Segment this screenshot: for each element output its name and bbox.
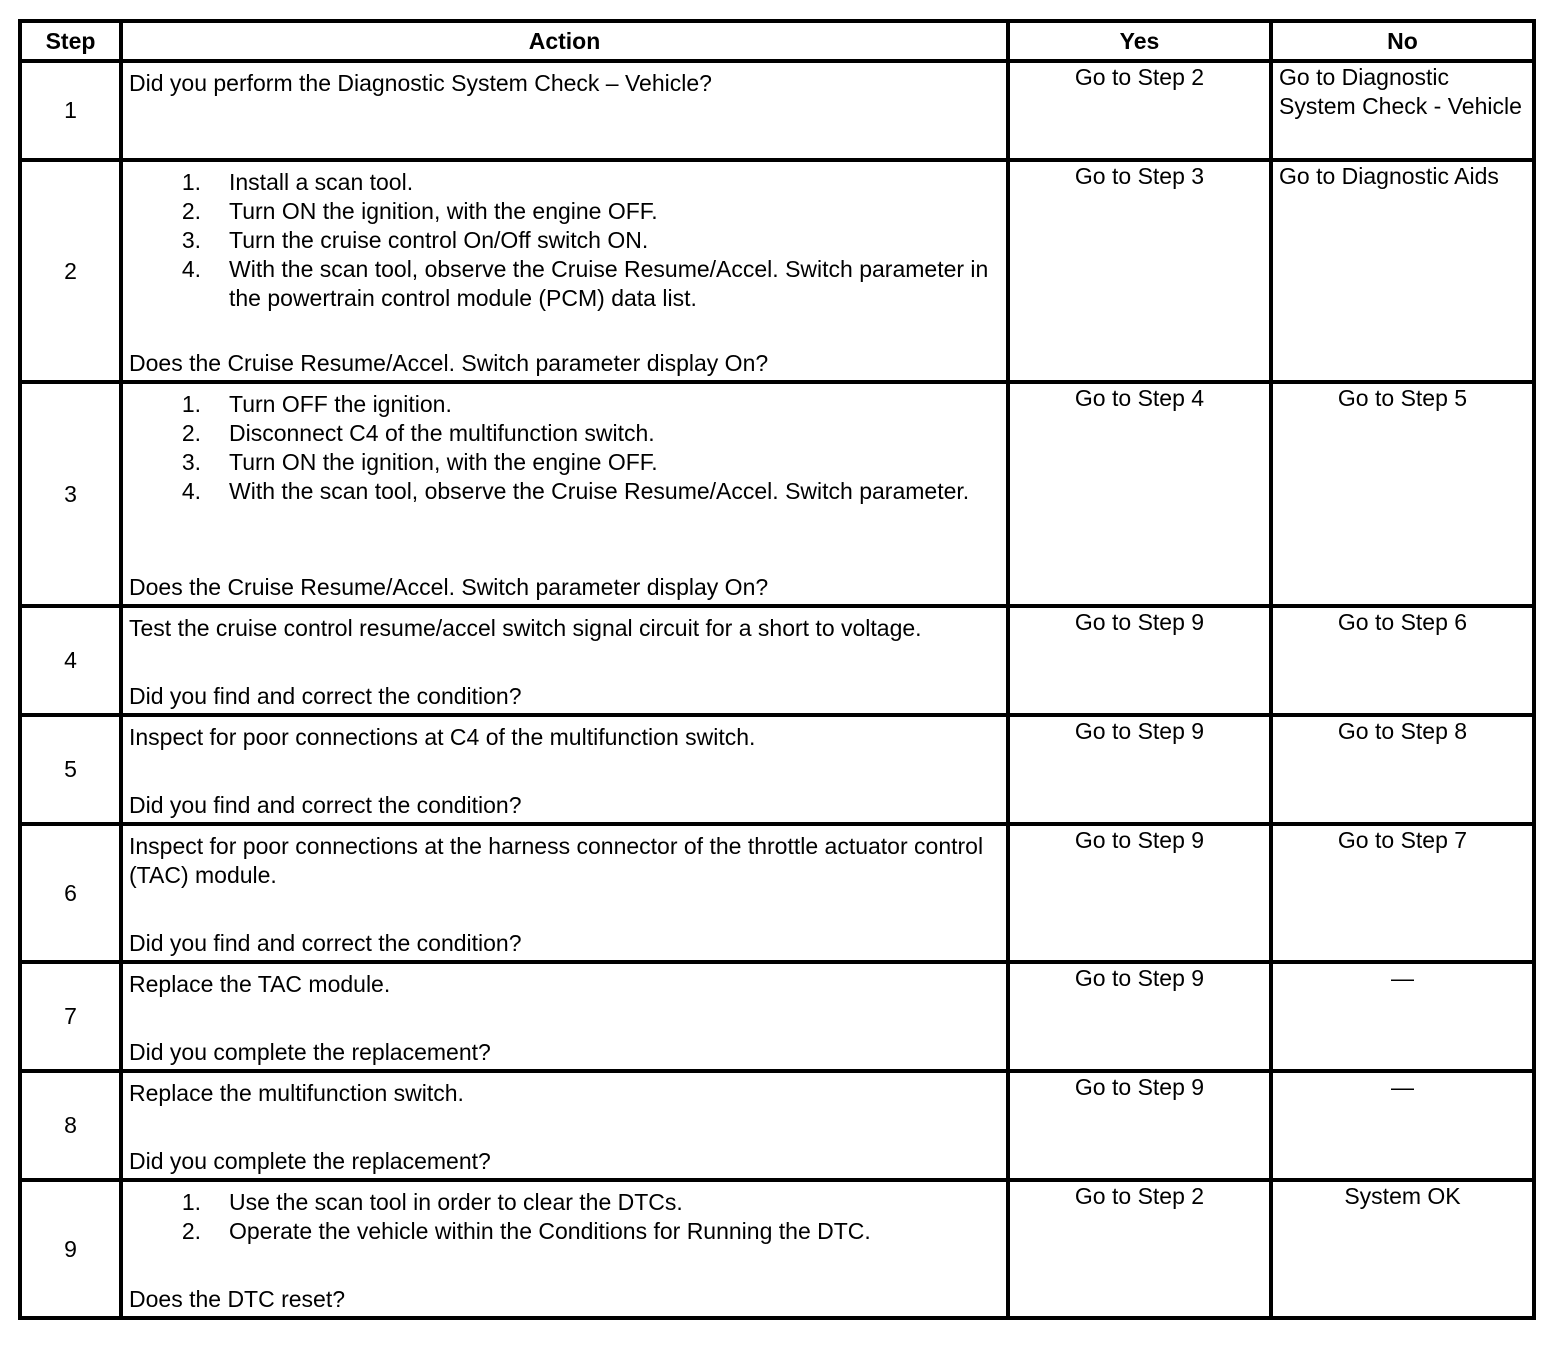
- action-cell: [121, 61, 1008, 160]
- no-cell: Go to Step 6: [1271, 606, 1534, 715]
- action-question: Did you complete the replacement?: [129, 1148, 491, 1174]
- action-question: Did you find and correct the condition?: [129, 683, 522, 709]
- list-item: 1. Turn OFF the ignition.: [181, 391, 452, 417]
- table-row: [20, 824, 1534, 962]
- yes-cell: Go to Step 4: [1008, 382, 1271, 606]
- yes-cell: Go to Step 9: [1008, 715, 1271, 824]
- table-row: [20, 1071, 1534, 1180]
- list-item: 2. Operate the vehicle within the Conditions for Running the DTC.: [181, 1218, 871, 1244]
- yes-cell: Go to Step 9: [1008, 606, 1271, 715]
- no-cell: —: [1271, 962, 1534, 1071]
- diagnostic-table: [18, 19, 1536, 1320]
- step-number: 2: [20, 160, 121, 382]
- substep-list: [129, 1188, 1000, 1246]
- action-question: Does the DTC reset?: [129, 1286, 346, 1312]
- action-question: Did you complete the replacement?: [129, 1039, 491, 1065]
- table-row: [20, 382, 1534, 606]
- action-cell: [121, 962, 1008, 1071]
- yes-cell: Go to Step 3: [1008, 160, 1271, 382]
- list-item: 1. Use the scan tool in order to clear the DTCs.: [181, 1189, 683, 1215]
- yes-cell: Go to Step 2: [1008, 61, 1271, 160]
- action-cell: [121, 715, 1008, 824]
- header-step: Step: [20, 21, 121, 61]
- list-item: 2. Disconnect C4 of the multifunction switch.: [181, 420, 655, 446]
- list-item: 4. With the scan tool, observe the Cruise Resume/Accel. Switch parameter in the powertrain control module (PCM) data list.: [181, 256, 989, 311]
- yes-cell: Go to Step 9: [1008, 1071, 1271, 1180]
- step-number: 7: [20, 962, 121, 1071]
- action-cell: [121, 382, 1008, 606]
- no-cell: System OK: [1271, 1180, 1534, 1318]
- step-number: 8: [20, 1071, 121, 1180]
- header-action: Action: [121, 21, 1008, 61]
- list-item: 2. Turn ON the ignition, with the engine OFF.: [181, 198, 658, 224]
- no-cell: Go to Diagnostic Aids: [1271, 160, 1534, 382]
- no-cell: Go to Step 7: [1271, 824, 1534, 962]
- step-number: 9: [20, 1180, 121, 1318]
- action-text: Test the cruise control resume/accel switch signal circuit for a short to voltage.: [129, 615, 922, 641]
- list-item: 1. Install a scan tool.: [181, 169, 414, 195]
- table-row: [20, 61, 1534, 160]
- action-cell: [121, 1180, 1008, 1318]
- action-text: Inspect for poor connections at C4 of the multifunction switch.: [129, 724, 756, 750]
- action-text: Did you perform the Diagnostic System Check – Vehicle?: [129, 70, 712, 96]
- action-cell: [121, 160, 1008, 382]
- action-question: Does the Cruise Resume/Accel. Switch parameter display On?: [129, 350, 769, 376]
- no-cell: Go to Step 8: [1271, 715, 1534, 824]
- table-row: [20, 160, 1534, 382]
- yes-cell: Go to Step 2: [1008, 1180, 1271, 1318]
- no-cell: Go to Diagnostic System Check - Vehicle: [1271, 61, 1534, 160]
- list-item: 3. Turn ON the ignition, with the engine OFF.: [181, 449, 658, 475]
- action-question: Did you find and correct the condition?: [129, 792, 522, 818]
- yes-cell: Go to Step 9: [1008, 824, 1271, 962]
- no-cell: Go to Step 5: [1271, 382, 1534, 606]
- header-yes: Yes: [1008, 21, 1271, 61]
- step-number: 3: [20, 382, 121, 606]
- no-cell: —: [1271, 1071, 1534, 1180]
- table-row: [20, 962, 1534, 1071]
- action-text: Replace the multifunction switch.: [129, 1080, 464, 1106]
- table-row: [20, 606, 1534, 715]
- action-cell: [121, 824, 1008, 962]
- action-cell: [121, 606, 1008, 715]
- header-no: No: [1271, 21, 1534, 61]
- step-number: 6: [20, 824, 121, 962]
- step-number: 5: [20, 715, 121, 824]
- substep-list: [129, 168, 1000, 313]
- header-row: [20, 21, 1534, 61]
- substep-list: [129, 390, 1000, 506]
- step-number: 4: [20, 606, 121, 715]
- action-text: Inspect for poor connections at the harness connector of the throttle actuator control (TAC) module.: [129, 833, 984, 888]
- table-row: [20, 1180, 1534, 1318]
- step-number: 1: [20, 61, 121, 160]
- action-question: Does the Cruise Resume/Accel. Switch parameter display On?: [129, 574, 769, 600]
- yes-cell: Go to Step 9: [1008, 962, 1271, 1071]
- action-text: Replace the TAC module.: [129, 971, 391, 997]
- list-item: 4. With the scan tool, observe the Cruise Resume/Accel. Switch parameter.: [181, 478, 970, 504]
- action-cell: [121, 1071, 1008, 1180]
- table-row: [20, 715, 1534, 824]
- action-question: Did you find and correct the condition?: [129, 930, 522, 956]
- list-item: 3. Turn the cruise control On/Off switch ON.: [181, 227, 649, 253]
